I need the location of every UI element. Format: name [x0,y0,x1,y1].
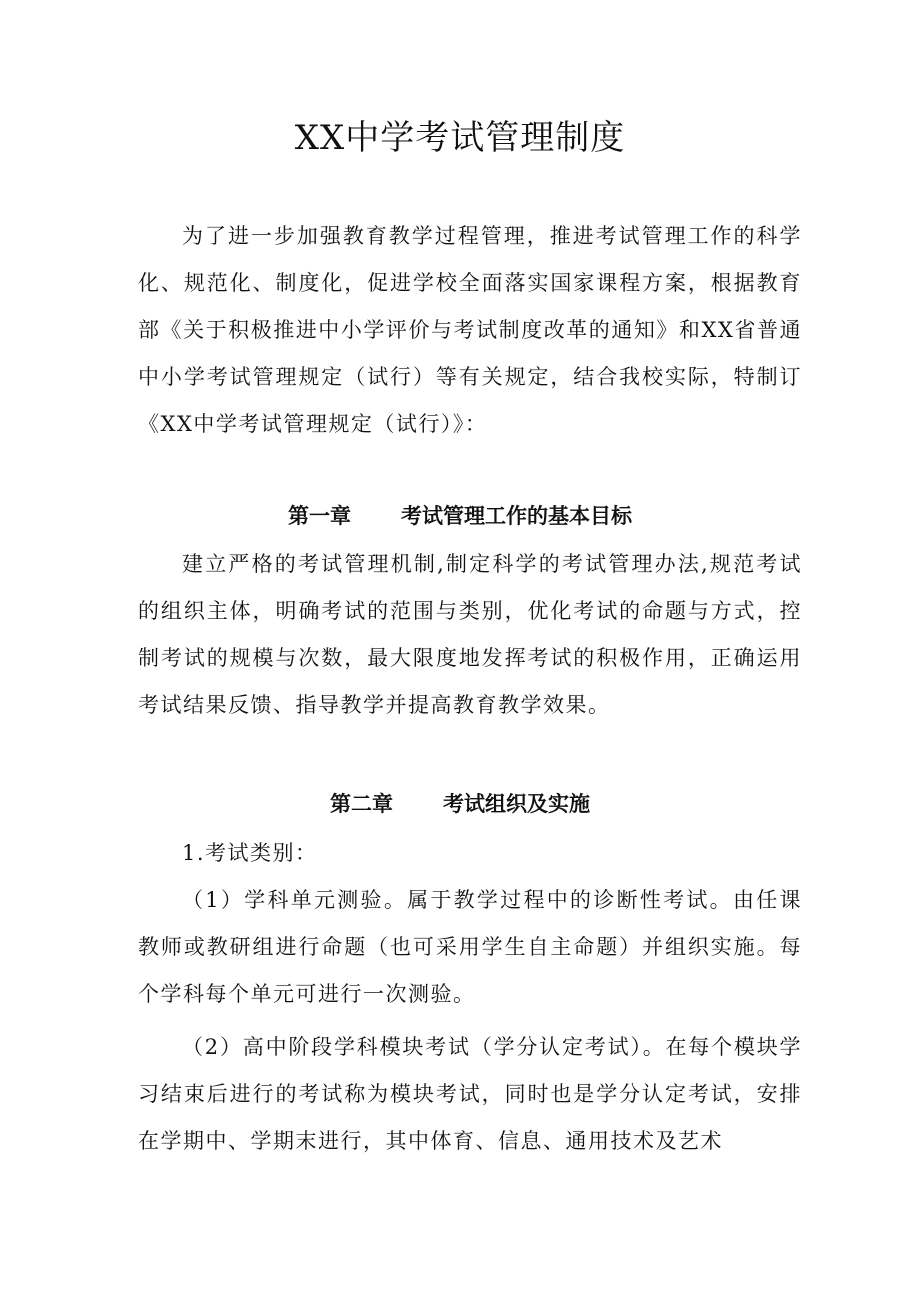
chapter1-heading [0,500,920,532]
chapter1-title: 考试管理工作的基本目标 [401,504,632,528]
chapter2-item1-heading: 1.考试类别： [182,841,318,865]
chapter1-number: 第一章 [288,504,351,528]
chapter2-heading [0,788,920,820]
chapter2-number: 第二章 [330,792,393,816]
chapter2-item1-sub1: （1）学科单元测验。属于教学过程中的诊断性考试。由任课教师或教研组进行命题（也可采用学生自主命题）并组织实施。每个学科每个单元可进行一次测验。 [138,888,802,1006]
intro-paragraph: 为了进一步加强教育教学过程管理，推进考试管理工作的科学化、规范化、制度化，促进学校全面落实国家课程方案，根据教育部《关于积极推进中小学评价与考试制度改革的通知》和XX省普通中小学考试管理规定（试行）等有关规定，结合我校实际，特制订《XX中学考试管理规定（试行）》： [138,224,802,436]
document-title: XX中学考试管理制度 [294,118,626,158]
chapter2-title: 考试组织及实施 [443,792,590,816]
chapter1-body: 建立严格的考试管理机制,制定科学的考试管理办法,规范考试的组织主体，明确考试的范围与类别，优化考试的命题与方式，控制考试的规模与次数，最大限度地发挥考试的积极作用，正确运用考试结果反馈、指导教学并提高教育教学效果。 [138,552,802,717]
chapter2-item1-sub2: （2）高中阶段学科模块考试（学分认定考试）。在每个模块学习结束后进行的考试称为模块考试，同时也是学分认定考试，安排在学期中、学期末进行，其中体育、信息、通用技术及艺术 [138,1035,802,1153]
